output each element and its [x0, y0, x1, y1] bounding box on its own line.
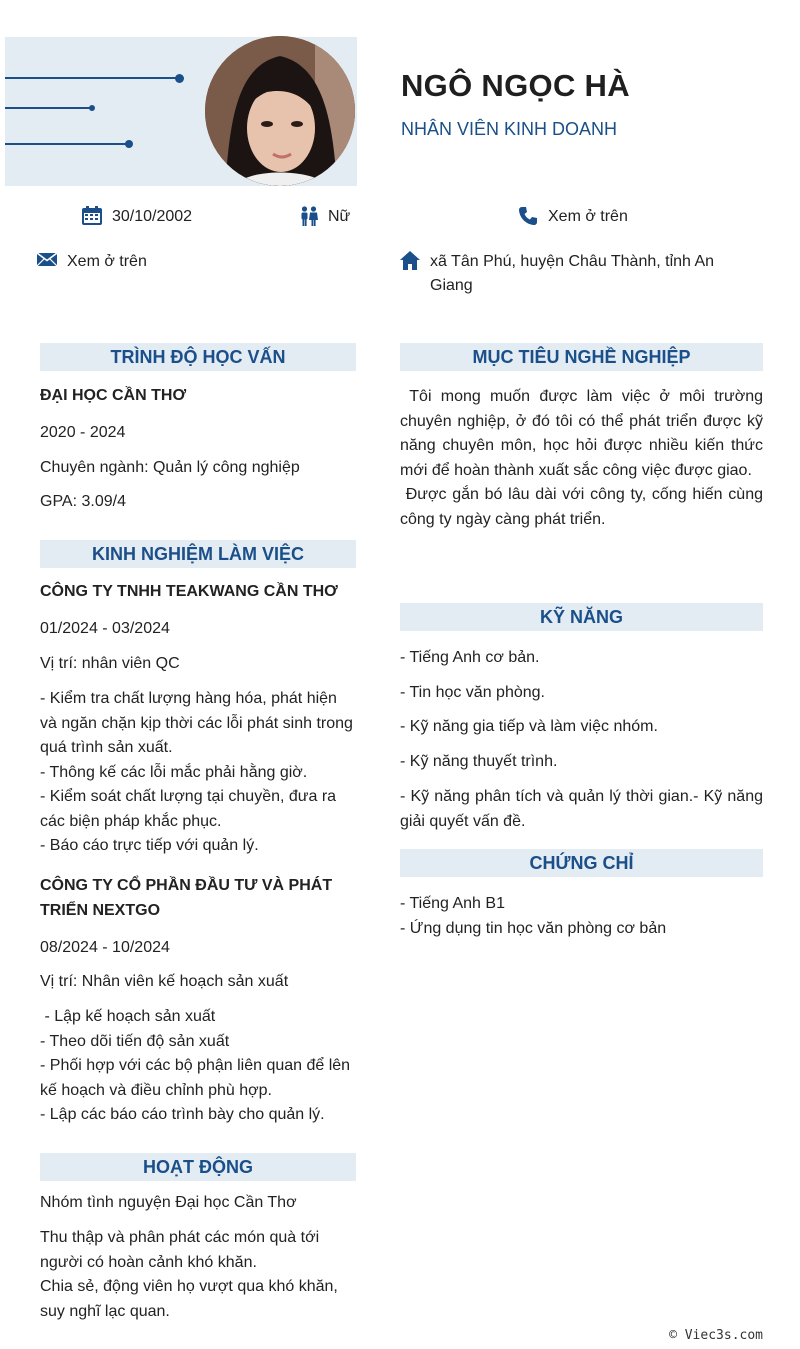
education-gpa: GPA: 3.09/4 [40, 493, 126, 510]
skill-item: - Kỹ năng thuyết trình. [400, 753, 558, 770]
address-text: xã Tân Phú, huyện Châu Thành, tỉnh An Giang [430, 253, 715, 294]
decor-dot-2 [89, 105, 95, 111]
activities-list [40, 1226, 356, 1324]
decor-line-1 [5, 77, 177, 79]
job-2-period: 08/2024 - 10/2024 [40, 939, 170, 956]
skill-item: - Kỹ năng gia tiếp và làm việc nhóm. [400, 718, 658, 735]
education-heading: TRÌNH ĐỘ HỌC VẤN [40, 343, 356, 371]
gender-icon [300, 206, 318, 226]
contact-email [37, 250, 147, 274]
objective-heading: MỤC TIÊU NGHỀ NGHIỆP [400, 343, 763, 371]
activities-org: Nhóm tình nguyện Đại học Cần Thơ [40, 1194, 297, 1211]
phone-icon [518, 206, 538, 226]
job-2-position: Vị trí: Nhân viên kế hoạch sản xuất [40, 973, 289, 990]
avatar-photo-icon [205, 36, 355, 186]
contact-phone [518, 205, 628, 229]
job-title: NHÂN VIÊN KINH DOANH [401, 119, 618, 139]
education-period: 2020 - 2024 [40, 424, 126, 441]
email-text: Xem ở trên [67, 253, 147, 270]
job-1-duty: - Báo cáo trực tiếp với quản lý. [40, 837, 259, 854]
job-1-company: CÔNG TY TNHH TEAKWANG CẦN THƠ [40, 583, 338, 600]
job-1-duty: - Thông kế các lỗi mắc phải hằng giờ. [40, 763, 308, 781]
decor-line-2 [5, 107, 91, 109]
avatar [205, 36, 355, 186]
skills-heading: KỸ NĂNG [400, 603, 763, 631]
gender-text: Nữ [328, 208, 351, 225]
job-2-duty: - Lập các báo cáo trình bày cho quản lý. [40, 1106, 325, 1123]
certificate-item: - Tiếng Anh B1 [400, 895, 505, 912]
objective-text [400, 385, 768, 532]
decor-dot-3 [125, 140, 133, 148]
birthday-text: 30/10/2002 [112, 208, 193, 225]
contact-address [400, 250, 740, 298]
decor-line-3 [5, 143, 127, 145]
activity-line: Chia sẻ, động viên họ vượt qua khó khăn, suy nghĩ lạc quan. [40, 1278, 338, 1320]
activities-heading: HOẠT ĐỘNG [40, 1153, 356, 1181]
job-2-duty: - Theo dõi tiến độ sản xuất [40, 1032, 230, 1050]
contact-birthday [82, 205, 192, 229]
candidate-name: NGÔ NGỌC HÀ [401, 68, 630, 103]
experience-heading: KINH NGHIỆM LÀM VIỆC [40, 540, 356, 568]
skill-item: - Tin học văn phòng. [400, 684, 545, 701]
job-1-duty: - Kiểm soát chất lượng tại chuyền, đưa ra các biện pháp khắc phục. [40, 788, 337, 830]
copyright-text[interactable]: © Viec3s.com [669, 1328, 763, 1343]
certificates-list [400, 892, 763, 941]
home-icon [400, 251, 420, 270]
certificates-heading: CHỨNG CHỈ [400, 849, 763, 877]
job-2-duty: - Lập kế hoạch sản xuất [40, 1008, 216, 1025]
education-major: Chuyên ngành: Quản lý công nghiệp [40, 459, 300, 476]
activity-line: Thu thập và phân phát các món quà tới người có hoàn cảnh khó khăn. [40, 1229, 320, 1271]
contact-gender [300, 205, 350, 229]
job-1-position: Vị trí: nhân viên QC [40, 655, 180, 672]
job-2-duties [40, 1005, 356, 1128]
job-2-duty: - Phối hợp với các bộ phận liên quan để lên kế hoạch và điều chỉnh phù hợp. [40, 1057, 351, 1099]
decor-dot-1 [175, 74, 184, 83]
objective-paragraph: Được gắn bó lâu dài với công ty, cống hiến cùng công ty ngày càng phát triển. [400, 486, 768, 528]
job-1-duties [40, 687, 358, 859]
job-2-company: CÔNG TY CỔ PHẦN ĐẦU TƯ VÀ PHÁT TRIỂN NEXTGO [40, 877, 333, 919]
phone-text: Xem ở trên [548, 208, 628, 225]
calendar-icon [82, 206, 102, 225]
skill-item: - Tiếng Anh cơ bản. [400, 649, 540, 666]
job-1-duty: - Kiểm tra chất lượng hàng hóa, phát hiện và ngăn chặn kịp thời các lỗi phát sinh trong quá trình sản xuất. [40, 690, 353, 756]
certificate-item: - Ứng dụng tin học văn phòng cơ bản [400, 919, 667, 937]
skill-item: - Kỹ năng phân tích và quản lý thời gian.- Kỹ năng giải quyết vấn đề. [400, 788, 763, 830]
objective-paragraph: Tôi mong muốn được làm việc ở môi trường chuyên nghiệp, ở đó tôi có thể phát triển được kỹ năng chuyên môn, học hỏi được nhiều kiến thức mới để hoàn thành xuất sắc công việc được giao. [400, 388, 768, 479]
job-1-period: 01/2024 - 03/2024 [40, 620, 170, 637]
education-school: ĐẠI HỌC CẦN THƠ [40, 387, 187, 404]
envelope-icon [37, 251, 57, 267]
